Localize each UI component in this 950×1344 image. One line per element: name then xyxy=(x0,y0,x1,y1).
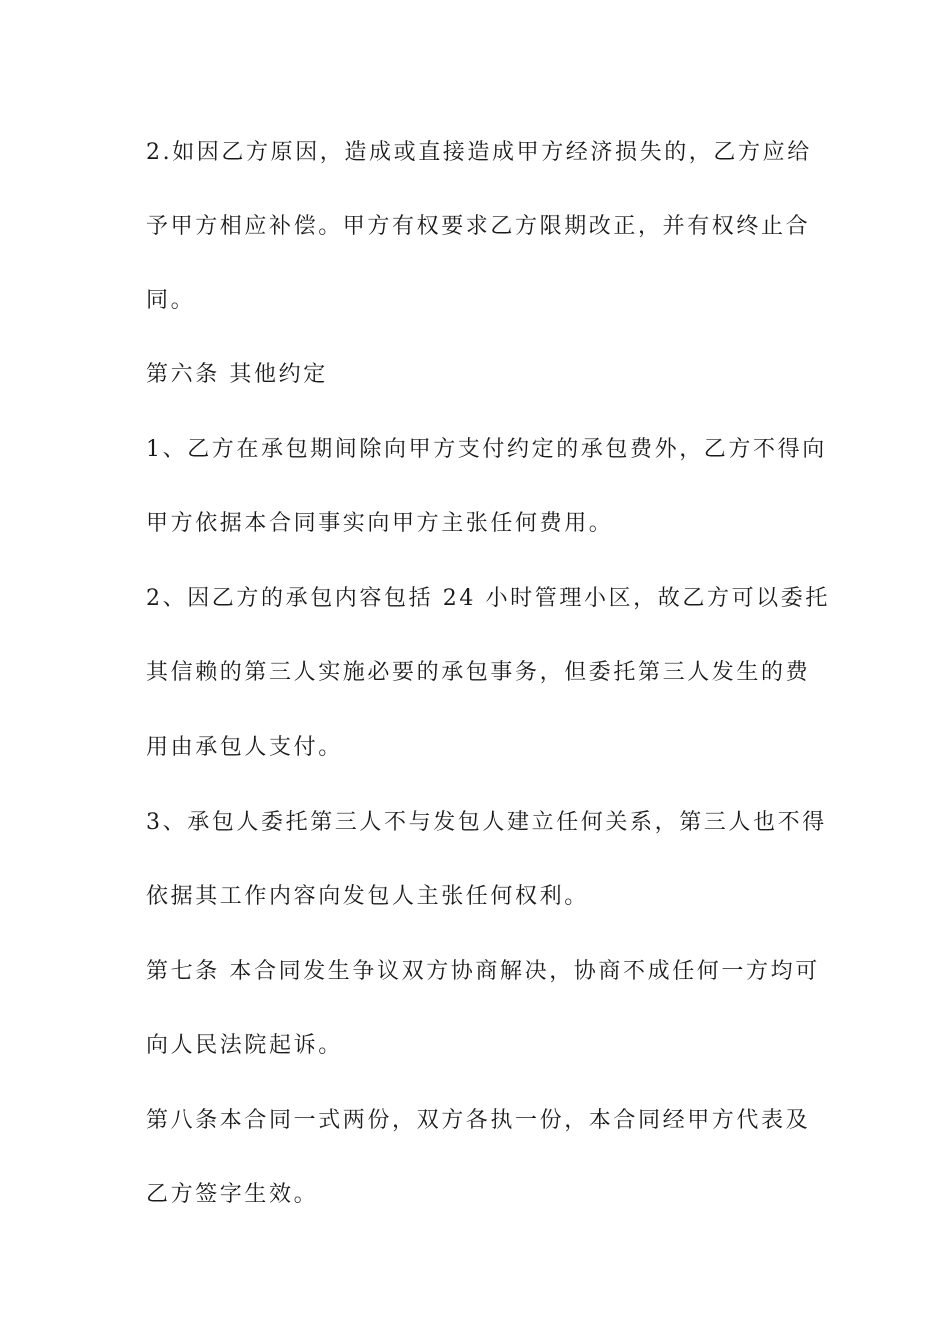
text-line: 向人民法院起诉。 xyxy=(146,1033,343,1058)
section-heading: 第六条 其他约定 xyxy=(146,362,328,387)
text-line: 同。 xyxy=(146,288,196,313)
text-line: 其信赖的第三人实施必要的承包事务，但委托第三人发生的费 xyxy=(146,660,811,685)
text-line: 3、承包人委托第三人不与发包人建立任何关系，第三人也不得 xyxy=(146,810,827,835)
section-heading: 第七条 本合同发生争议双方协商解决，协商不成任何一方均可 xyxy=(146,959,820,984)
text-line: 2.如因乙方原因，造成或直接造成甲方经济损失的，乙方应给 xyxy=(146,140,812,165)
text-line: 依据其工作内容向发包人主张任何权利。 xyxy=(146,884,589,909)
text-line: 甲方依据本合同事实向甲方主张任何费用。 xyxy=(146,511,614,536)
text-line: 用由承包人支付。 xyxy=(146,735,343,760)
text-line: 1、乙方在承包期间除向甲方支付约定的承包费外，乙方不得向 xyxy=(146,437,827,462)
text-line: 予甲方相应补偿。甲方有权要求乙方限期改正，并有权终止合 xyxy=(146,214,811,239)
section-heading: 第八条本合同一式两份，双方各执一份，本合同经甲方代表及 xyxy=(146,1108,811,1133)
text-line: 乙方签字生效。 xyxy=(146,1182,319,1207)
text-line: 2、因乙方的承包内容包括 24 小时管理小区，故乙方可以委托 xyxy=(146,586,830,611)
